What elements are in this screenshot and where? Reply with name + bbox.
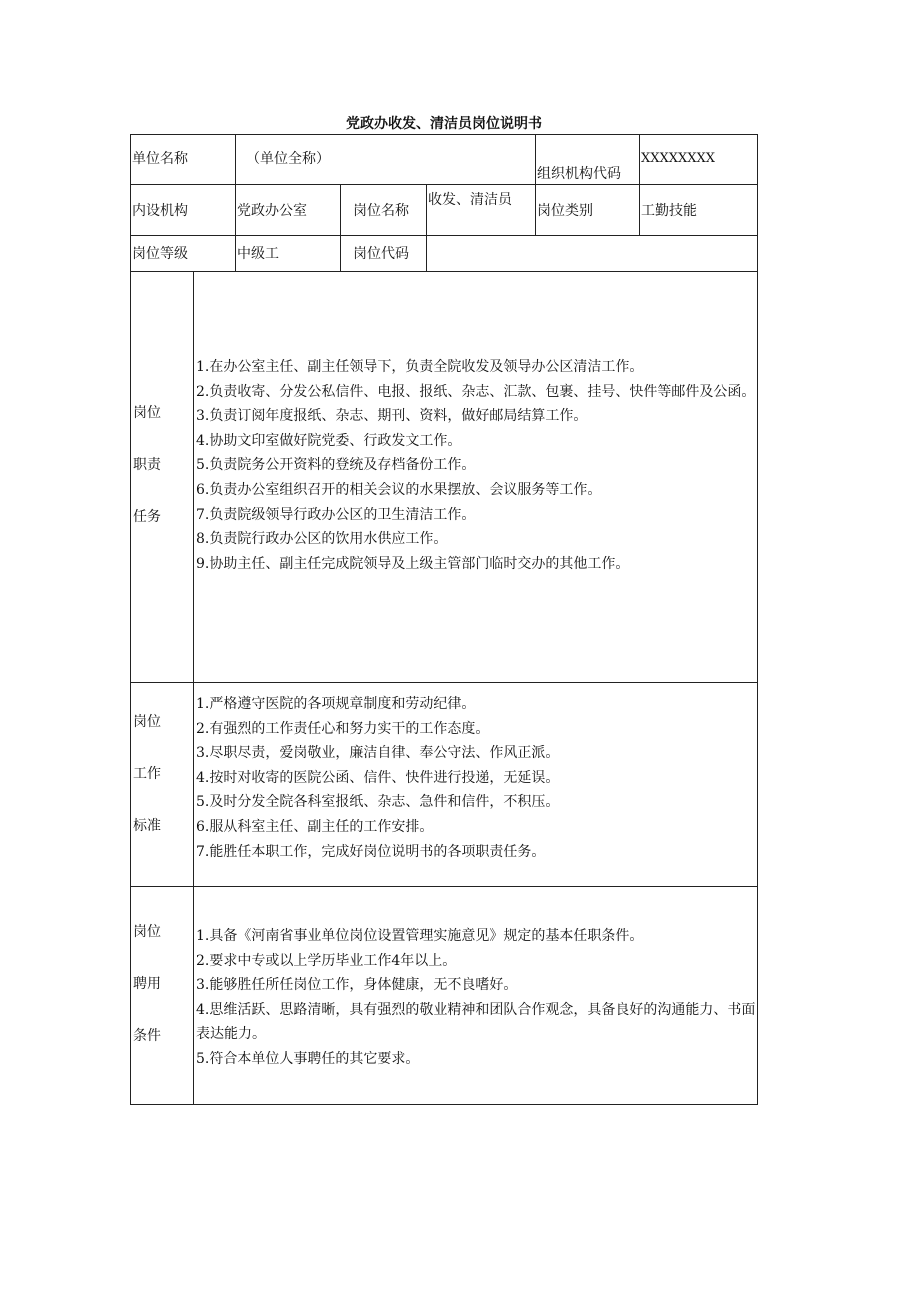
list-item: 9.协助主任、副主任完成院领导及上级主管部门临时交办的其他工作。 [196,555,630,572]
standards-list [196,692,756,864]
duties-label-line: 任务 [133,509,161,525]
conditions-label [131,920,193,1076]
post-grade-label-cell [130,235,236,272]
list-item: 6.服从科室主任、副主任的工作安排。 [196,818,434,835]
post-grade-value-cell [235,235,341,272]
list-item: 3.尽职尽责，爱岗敬业，廉洁自律、奉公守法、作风正派。 [196,745,560,762]
list-item: 1.严格遵守医院的各项规章制度和劳动纪律。 [196,696,476,712]
org-code-value-cell [639,134,758,185]
org-code-label: 组织机构代码 [537,166,621,182]
page-title: 党政办收发、清洁员岗位说明书 [346,116,542,132]
list-item: 3.能够胜任所任岗位工作，身体健康，无不良嗜好。 [196,977,518,994]
post-name-label-cell [340,184,427,236]
post-category-label: 岗位类别 [537,203,593,219]
unit-name-value: （单位全称） [246,151,330,167]
internal-dept-label-cell [130,184,236,236]
list-item: 4.思维活跃、思路清晰，具有强烈的敬业精神和团队合作观念，具备良好的沟通能力、书面表达能力。 [196,1001,756,1043]
duties-label-line: 岗位 [133,405,161,421]
list-item: 5.负责院务公开资料的登统及存档备份工作。 [196,457,476,474]
unit-name-label-cell [130,134,236,185]
list-item: 7.负责院级领导行政办公区的卫生清洁工作。 [196,506,476,523]
post-code-label: 岗位代码 [353,246,409,262]
duties-list [196,355,756,576]
duties-label [131,401,193,557]
list-item: 6.负责办公室组织召开的相关会议的水果摆放、会议服务等工作。 [196,481,602,498]
post-category-value-cell [639,184,758,236]
list-item: 2.有强烈的工作责任心和努力实干的工作态度。 [196,720,490,737]
list-item: 2.要求中专或以上学历毕业工作4年以上。 [196,952,457,969]
standards-label-line: 岗位 [133,714,161,730]
conditions-label-line: 条件 [133,1028,161,1044]
internal-dept-value-cell [235,184,341,236]
conditions-list [196,924,756,1072]
post-code-value-cell [426,235,758,272]
list-item: 7.能胜任本职工作，完成好岗位说明书的各项职责任务。 [196,843,546,860]
list-item: 5.及时分发全院各科室报纸、杂志、急件和信件，不积压。 [196,794,560,811]
internal-dept-label: 内设机构 [132,203,188,219]
list-item: 2.负责收寄、分发公私信件、电报、报纸、杂志、汇款、包裹、挂号、快件等邮件及公函。 [196,383,756,400]
conditions-label-line: 岗位 [133,924,161,940]
post-name-value-cell [426,184,536,236]
internal-dept-value: 党政办公室 [237,203,307,219]
post-grade-label: 岗位等级 [132,246,188,262]
post-category-label-cell [535,184,640,236]
list-item: 4.协助文印室做好院党委、行政发文工作。 [196,432,462,449]
standards-label [131,710,193,866]
list-item: 1.在办公室主任、副主任领导下，负责全院收发及领导办公区清洁工作。 [196,359,644,375]
post-category-value: 工勤技能 [641,203,697,219]
list-item: 3.负责订阅年度报纸、杂志、期刊、资料，做好邮局结算工作。 [196,408,588,425]
list-item: 1.具备《河南省事业单位岗位设置管理实施意见》规定的基本任职条件。 [196,928,644,944]
conditions-label-line: 聘用 [133,976,161,992]
list-item: 4.按时对收寄的医院公函、信件、快件进行投递，无延误。 [196,769,560,786]
org-code-label-cell [535,134,640,185]
duties-label-line: 职责 [133,457,161,473]
post-code-label-cell [340,235,427,272]
unit-name-value-cell [235,134,536,185]
standards-label-line: 标准 [133,818,161,834]
post-name-label: 岗位名称 [353,203,409,219]
post-grade-value: 中级工 [237,246,279,262]
unit-name-label: 单位名称 [132,151,188,167]
standards-label-line: 工作 [133,766,161,782]
list-item: 8.负责院行政办公区的饮用水供应工作。 [196,531,448,548]
list-item: 5.符合本单位人事聘任的其它要求。 [196,1050,420,1067]
org-code-value: XXXXXXXX [641,151,716,166]
post-name-value: 收发、清洁员 [428,192,512,208]
